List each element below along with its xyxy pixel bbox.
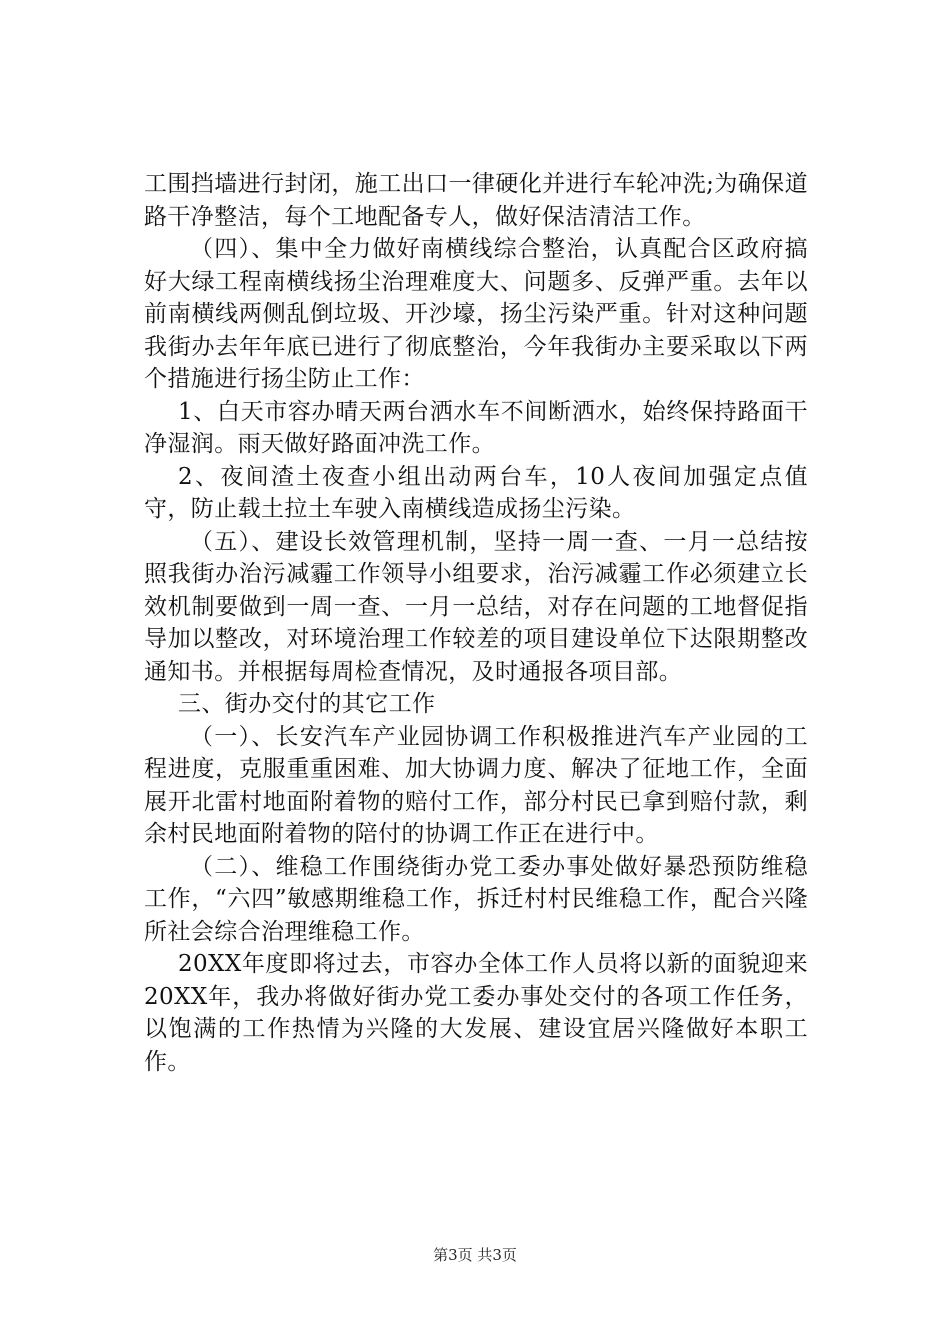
section-heading-3: 三、街办交付的其它工作 (178, 691, 436, 717)
paragraph-measure-2: 2、夜间渣土夜查小组出动两台车，10人夜间加强定点值守，防止载土拉土车驶入南横线造成扬尘污染。 (144, 463, 808, 522)
paragraph-item-1: （一）、长安汽车产业园协调工作积极推进汽车产业园的工程进度，克服重重困难、加大协调力度、解决了征地工作，全面展开北雷村地面附着物的赔付工作，部分村民已拿到赔付款，剩余村民地面附着物的陪付的协调工作正在进行中。 (144, 723, 808, 847)
paragraph-section-4: （四）、集中全力做好南横线综合整治，认真配合区政府搞好大绿工程南横线扬尘治理难度大、问题多、反弹严重。去年以前南横线两侧乱倒垃圾、开沙壕，扬尘污染严重。针对这种问题我街办去年年底已进行了彻底整治，今年我街办主要采取以下两个措施进行扬尘防止工作： (144, 236, 808, 392)
paragraph-continuation: 工围挡墙进行封闭，施工出口一律硬化并进行车轮冲洗;为确保道路干净整洁，每个工地配备专人，做好保洁清洁工作。 (144, 171, 808, 230)
page-footer: 第3页 共3页 (433, 1246, 517, 1264)
paragraph-measure-1: 1、白天市容办晴天两台洒水车不间断洒水，始终保持路面干净湿润。雨天做好路面冲洗工作。 (144, 398, 808, 457)
document-body (144, 168, 808, 1078)
paragraph-section-5: （五）、建设长效管理机制，坚持一周一查、一月一总结按照我街办治污减霾工作领导小组要求，治污减霾工作必须建立长效机制要做到一周一查、一月一总结，对存在问题的工地督促指导加以整改，对环境治理工作较差的项目建设单位下达限期整改通知书。并根据每周检查情况，及时通报各项目部。 (144, 528, 808, 685)
paragraph-item-2: （二）、维稳工作围绕街办党工委办事处做好暴恐预防维稳工作，“六四”敏感期维稳工作，拆迁村村民维稳工作，配合兴隆所社会综合治理维稳工作。 (144, 853, 808, 945)
paragraph-closing: 20XX年度即将过去，市容办全体工作人员将以新的面貌迎来20XX年，我办将做好街办党工委办事处交付的各项工作任务，以饱满的工作热情为兴隆的大发展、建设宜居兴隆做好本职工作。 (144, 951, 808, 1075)
